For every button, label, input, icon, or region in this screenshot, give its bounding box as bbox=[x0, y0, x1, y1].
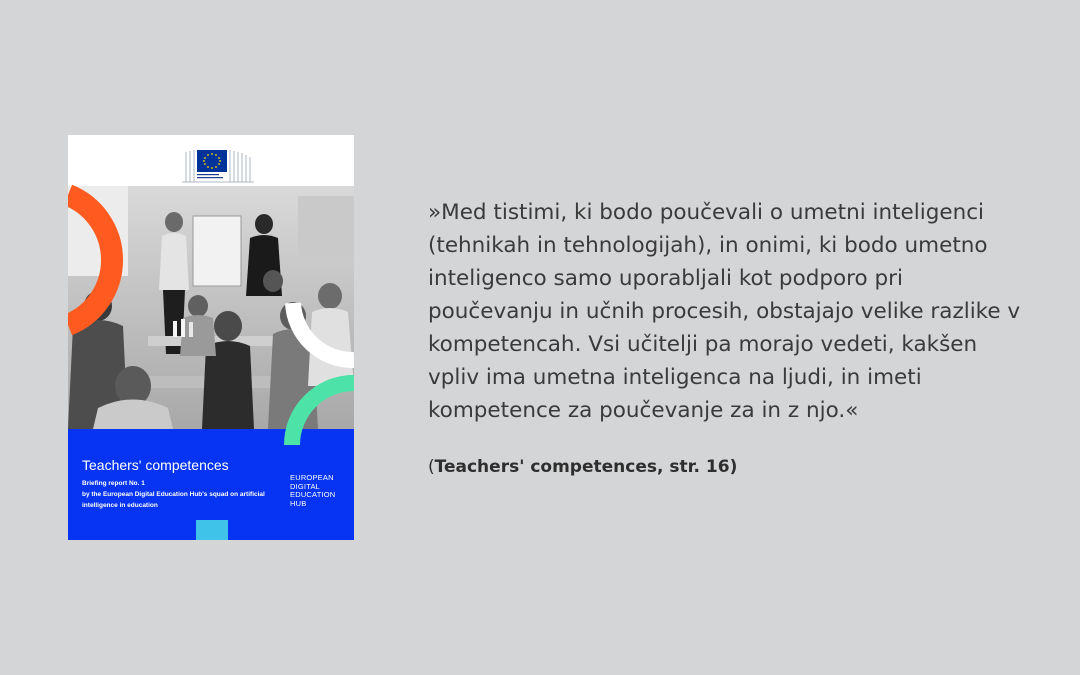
subtitle-line: Briefing report No. 1 bbox=[82, 480, 145, 487]
citation-ref: Teachers' competences, str. 16) bbox=[434, 457, 738, 477]
subtitle-line: by the European Digital Education Hub's squad on artificial bbox=[82, 491, 265, 498]
subtitle-line: intelligence in education bbox=[82, 502, 158, 509]
cover-title: Teachers' competences bbox=[82, 457, 229, 473]
citation-open: ( bbox=[428, 457, 435, 477]
hub-label bbox=[290, 474, 350, 508]
cyan-block bbox=[196, 520, 228, 540]
cover-subtitle bbox=[82, 478, 292, 511]
cover-photo bbox=[68, 186, 354, 429]
hub-label-line: EDUCATION bbox=[290, 490, 336, 499]
hub-label-line: HUB bbox=[290, 498, 307, 508]
cover-header bbox=[68, 135, 354, 186]
quote-text: »Med tistimi, ki bodo poučevali o umetni inteligenci (tehnikah in tehnologijah), in onimi, ki bodo umetno inteligenco samo uporabljali kot podporo pri poučevanju in učnih procesih, obstajajo velike razlike v kompetencah. Vsi učitelji pa morajo vedeti, kakšen vpliv ima umetna inteligenca na ljudi, in imeti kompetence za poučevanje za in z njo.« bbox=[428, 200, 1021, 423]
report-cover bbox=[68, 135, 354, 540]
hub-label-line: EUROPEAN bbox=[290, 473, 334, 482]
hub-label-line: DIGITAL bbox=[290, 481, 321, 491]
workshop-photo-image bbox=[68, 186, 354, 429]
european-commission-logo-icon bbox=[180, 148, 256, 184]
quote-citation bbox=[428, 455, 1028, 479]
